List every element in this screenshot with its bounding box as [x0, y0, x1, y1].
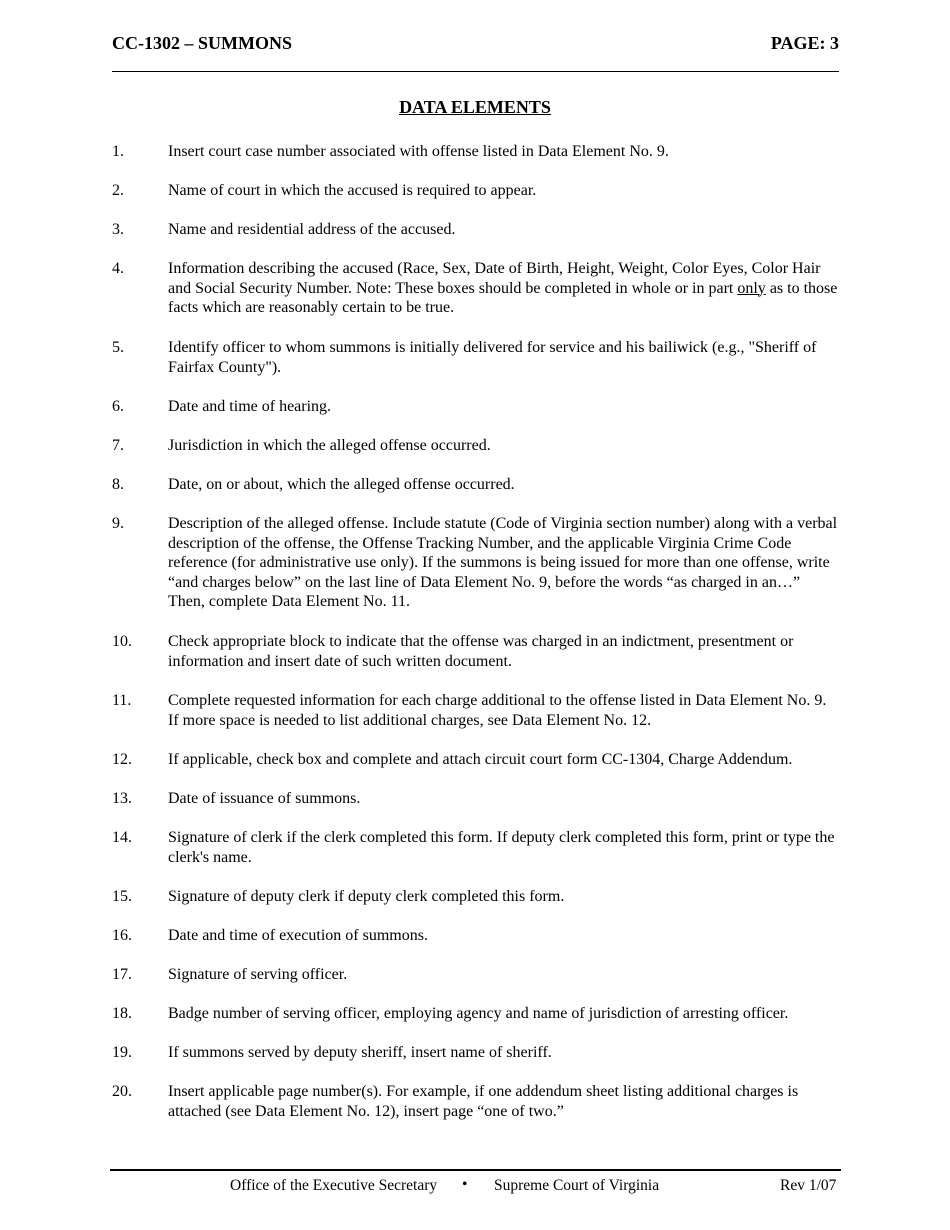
list-item — [112, 691, 839, 730]
page-title: DATA ELEMENTS — [399, 97, 551, 117]
item-number: 16. — [112, 927, 132, 944]
underlined-word: only — [737, 279, 766, 297]
list-item — [112, 514, 839, 612]
list-item — [112, 259, 839, 318]
item-text: Badge number of serving officer, employing agency and name of jurisdiction of arresting officer. — [168, 1005, 789, 1022]
item-text: Jurisdiction in which the alleged offense occurred. — [168, 437, 491, 454]
list-item — [112, 750, 839, 770]
list-item — [112, 436, 839, 456]
item-number: 11. — [112, 692, 132, 709]
item-number: 20. — [112, 1083, 132, 1100]
item-text: Name of court in which the accused is required to appear. — [168, 182, 537, 199]
item-number: 10. — [112, 633, 132, 650]
page-number: PAGE: 3 — [770, 33, 839, 53]
item-text: Date, on or about, which the alleged offense occurred. — [168, 476, 515, 493]
item-text: Name and residential address of the accused. — [168, 221, 456, 238]
list-item — [112, 338, 839, 377]
page-footer — [0, 1177, 950, 1199]
item-text: Check appropriate block to indicate that the offense was charged in an indictment, presentment or information and insert date of such written document. — [168, 633, 794, 670]
list-item — [112, 142, 839, 162]
footer-revision: Rev 1/07 — [780, 1177, 837, 1194]
item-text — [168, 259, 839, 318]
form-id: CC-1302 – SUMMONS — [112, 33, 292, 53]
item-number: 12. — [112, 751, 132, 768]
item-text: Date and time of execution of summons. — [168, 927, 428, 944]
list-item — [112, 887, 839, 907]
list-item — [112, 181, 839, 201]
item-text: Signature of clerk if the clerk completed this form. If deputy clerk completed this form, print or type the clerk's name. — [168, 829, 835, 866]
list-item — [112, 1043, 839, 1063]
item-number: 4. — [112, 260, 124, 277]
list-item — [112, 789, 839, 809]
item-text: Date and time of hearing. — [168, 398, 332, 415]
item-text: Identify officer to whom summons is initially delivered for service and his bailiwick (e.g., "Sheriff of Fairfax County"). — [168, 339, 817, 376]
list-item — [112, 1082, 839, 1121]
item-text: Signature of serving officer. — [168, 966, 348, 983]
item-text: Complete requested information for each charge additional to the offense listed in Data Element No. 9. If more space is needed to list additional charges, see Data Element No. 12. — [168, 692, 827, 729]
item-number: 14. — [112, 829, 132, 846]
page-header — [112, 33, 839, 57]
item-number: 8. — [112, 476, 124, 493]
list-item — [112, 475, 839, 495]
footer-bullet: • — [462, 1176, 468, 1193]
list-item — [112, 965, 839, 985]
item-text: Description of the alleged offense. Include statute (Code of Virginia section number) along with a verbal description of the offense, the Offense Tracking Number, and the applicable Virginia Crime Code reference (for administrative use only). If the summons is being issued for more than one offense, write “and charges below” on the last line of Data Element No. 9, before the words “as charged in an…” Then, complete Data Element No. 11. — [168, 515, 838, 611]
item-number: 15. — [112, 888, 132, 905]
item-number: 17. — [112, 966, 132, 983]
item-number: 9. — [112, 515, 124, 532]
list-item — [112, 632, 839, 671]
item-number: 2. — [112, 182, 124, 199]
item-number: 7. — [112, 437, 124, 454]
item-number: 3. — [112, 221, 124, 238]
item-text: If applicable, check box and complete and attach circuit court form CC-1304, Charge Addendum. — [168, 751, 793, 768]
item-text: Date of issuance of summons. — [168, 790, 361, 807]
list-item — [112, 1004, 839, 1024]
item-text: Insert applicable page number(s). For example, if one addendum sheet listing additional charges is attached (see Data Element No. 12), insert page “one of two.” — [168, 1083, 799, 1120]
footer-divider — [110, 1169, 841, 1171]
item-number: 19. — [112, 1044, 132, 1061]
item-text: Insert court case number associated with offense listed in Data Element No. 9. — [168, 143, 669, 160]
list-item — [112, 926, 839, 946]
list-item — [112, 397, 839, 417]
item-number: 5. — [112, 339, 124, 356]
item-text-part: as to those facts which are reasonably certain to be true. — [168, 279, 838, 317]
item-text-part: Information describing the accused (Race, Sex, Date of Birth, Height, Weight, Color Eyes, Color Hair and Social Security Number. Note: These boxes should be completed in whole or in part — [168, 260, 821, 297]
list-item — [112, 220, 839, 240]
footer-office: Office of the Executive Secretary — [230, 1177, 438, 1194]
item-number: 6. — [112, 398, 124, 415]
item-text: Signature of deputy clerk if deputy clerk completed this form. — [168, 888, 565, 905]
item-number: 13. — [112, 790, 132, 807]
item-number: 1. — [112, 143, 124, 160]
header-divider — [112, 71, 839, 72]
list-item — [112, 828, 839, 867]
item-text: If summons served by deputy sheriff, insert name of sheriff. — [168, 1044, 552, 1061]
item-number: 18. — [112, 1005, 132, 1022]
footer-court: Supreme Court of Virginia — [494, 1177, 660, 1194]
